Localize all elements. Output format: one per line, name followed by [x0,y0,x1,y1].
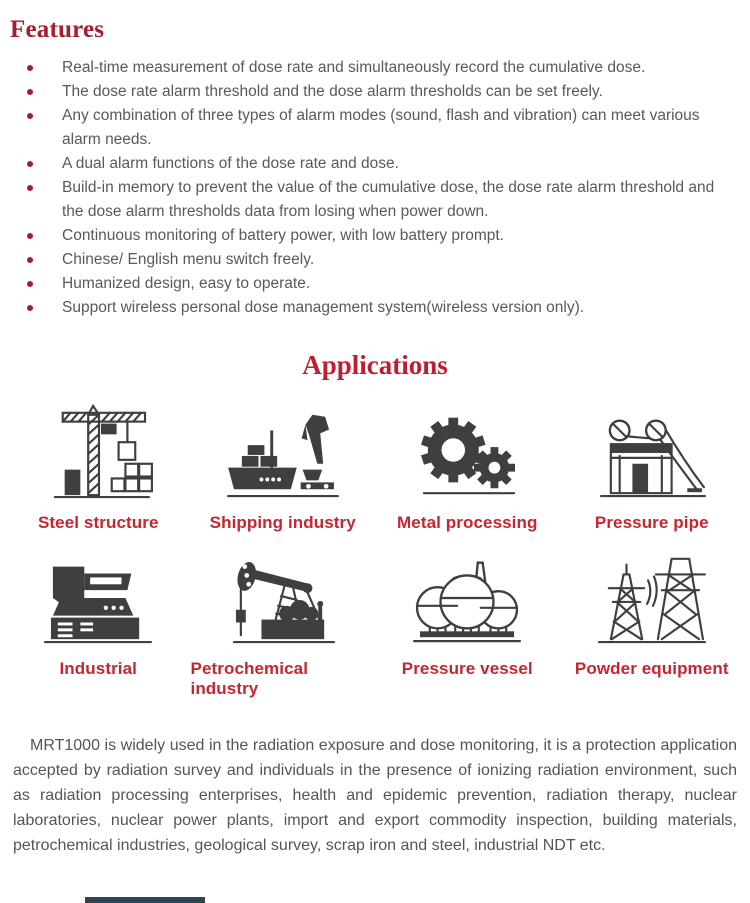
bullet-icon [27,185,33,191]
feature-item [0,224,742,248]
applications-grid [0,387,750,699]
application-label: Pressure vessel [401,659,533,678]
bullet-icon [27,257,33,263]
pipe-plant-icon [586,403,718,501]
gears-icon [401,403,533,501]
feature-text: Chinese/ English menu switch freely. [62,251,315,268]
feature-text: Support wireless personal dose management system(wireless version only). [62,299,585,316]
bullet-icon [27,65,33,71]
application-label: Petrochemical industry [190,659,309,698]
application-label: Pressure pipe [594,513,709,532]
features-list [0,56,750,320]
application-card [191,403,376,533]
application-label: Steel structure [37,513,159,532]
feature-item [0,56,742,80]
spherical-tanks-icon [401,549,533,647]
application-card [191,549,376,699]
feature-item [0,176,742,224]
feature-text: Real-time measurement of dose rate and simultaneously record the cumulative dose. [62,59,646,76]
cargo-ship-crane-icon [217,403,349,501]
feature-item [0,272,742,296]
application-label: Metal processing [397,513,538,532]
feature-item [0,296,742,320]
feature-text: Humanized design, easy to operate. [62,275,311,292]
application-card [6,549,191,699]
feature-item [0,152,742,176]
industrial-machine-icon [32,549,164,647]
feature-item [0,248,742,272]
bullet-icon [27,233,33,239]
feature-item [0,104,742,152]
power-towers-icon [586,549,718,647]
application-card [375,549,560,699]
tower-crane-icon [32,403,164,501]
application-label: Industrial [59,659,137,678]
bullet-icon [27,89,33,95]
feature-text: Any combination of three types of alarm modes (sound, flash and vibration) can meet various alarm needs. [62,107,700,148]
bullet-icon [27,305,33,311]
description-paragraph: MRT1000 is widely used in the radiation exposure and dose monitoring, it is a protection application accepted by radiation survey and individuals in the presence of ionizing radiation environment, such as radiation processing enterprises, health and epidemic prevention, radiation therapy, nuclear laboratories, nuclear power plants, import and export commodity inspection, building materials, petrochemical industries, geological survey, scrap iron and steel, industrial NDT etc. [13,737,737,854]
feature-text: A dual alarm functions of the dose rate and dose. [62,155,399,172]
features-title: Features [10,16,105,43]
partial-element-bar [85,897,205,903]
bullet-icon [27,113,33,119]
application-card [375,403,560,533]
bullet-icon [27,161,33,167]
application-label: Shipping industry [209,513,356,532]
feature-text: Continuous monitoring of battery power, with low battery prompt. [62,227,504,244]
application-card [560,403,745,533]
feature-text: The dose rate alarm threshold and the dose alarm thresholds can be set freely. [62,83,603,100]
bullet-icon [27,281,33,287]
applications-title: Applications [302,350,448,380]
application-card [560,549,745,699]
application-label: Powder equipment [574,659,729,678]
oil-pumpjack-icon [217,549,349,647]
feature-item [0,80,742,104]
feature-text: Build-in memory to prevent the value of the cumulative dose, the dose rate alarm threshold and the dose alarm thresholds data from losing when power down. [62,179,715,220]
application-card [6,403,191,533]
